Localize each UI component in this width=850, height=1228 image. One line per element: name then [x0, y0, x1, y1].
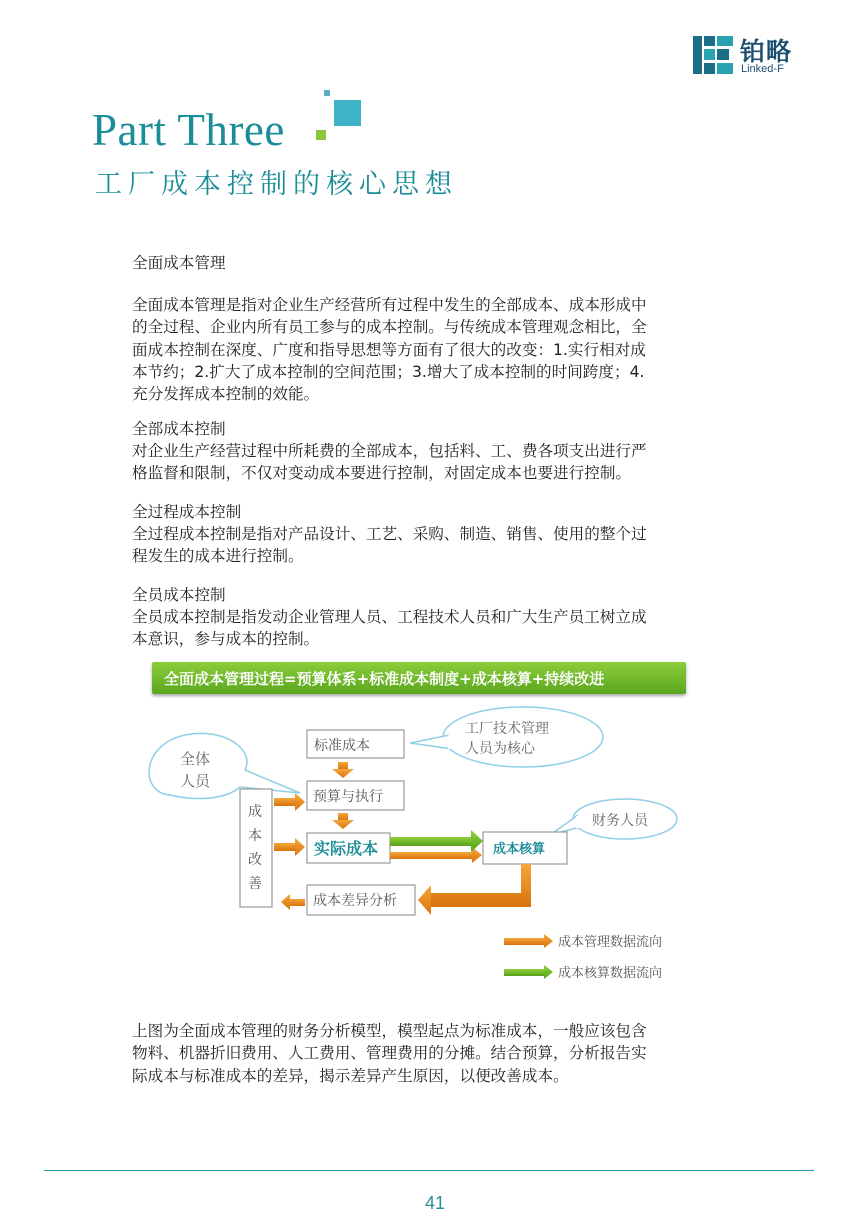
section-subtitle: 工厂成本控制的核心思想 [95, 169, 458, 200]
diagram-caption: 上图为全面成本管理的财务分析模型，模型起点为标准成本，一般应该包含 物料、机器折旧费用、人工费用、管理费用的分摊。结合预算，分析报告实 际成本与标准成本的差异，揭示差异产生原因，以便改善成本。 [132, 1022, 647, 1085]
paragraph-all-cost-control: 对企业生产经营过程中所耗费的全部成本，包括料、工、费各项支出进行严 格监督和限制，不仅对变动成本要进行控制，对固定成本也要进行控制。 [132, 442, 647, 483]
page-number: 41 [424, 1193, 446, 1213]
logo-mark-icon [693, 36, 733, 74]
heading-total-cost-management: 全面成本管理 [132, 254, 226, 272]
arrow-budget-to-actual [332, 813, 354, 829]
arrow-standard-to-budget [332, 762, 354, 778]
arrow-variance-to-improve [281, 894, 305, 910]
all-staff-bubble [149, 733, 300, 798]
tech-staff-label-1: 工厂技术管理 [465, 721, 549, 737]
actual-cost-label: 实际成本 [314, 839, 379, 858]
arrow-actual-to-accounting-orange [390, 847, 482, 863]
brand-logo [693, 36, 813, 76]
budget-label: 预算与执行 [313, 789, 383, 805]
paragraph-all-staff-control: 全员成本控制是指发动企业管理人员、工程技术人员和广大生产员工树立成 本意识，参与成本的控制。 [132, 608, 647, 649]
improve-char-4: 善 [248, 876, 262, 892]
variance-analysis-box [307, 885, 415, 915]
all-staff-label-1: 全体 [180, 750, 211, 768]
tech-staff-label-2: 人员为核心 [465, 741, 535, 757]
all-staff-label-2: 人员 [180, 772, 211, 790]
cost-improvement-box [240, 789, 272, 907]
arrow-accounting-to-variance [418, 864, 531, 915]
standard-cost-box [307, 730, 404, 758]
budget-box [307, 781, 404, 810]
legend-cost-management-flow [504, 934, 662, 950]
part-title: Part Three [92, 105, 285, 155]
standard-cost-label: 标准成本 [314, 738, 370, 754]
cost-management-model-diagram [140, 705, 710, 1000]
heading-all-staff-control: 全员成本控制 [132, 586, 226, 604]
paragraph-whole-process-control: 全过程成本控制是指对产品设计、工艺、采购、制造、销售、使用的整个过 程发生的成本进行控制。 [132, 525, 647, 566]
arrow-improve-to-budget [274, 793, 305, 811]
accounting-label: 成本核算 [493, 842, 546, 857]
improve-char-2: 本 [248, 828, 262, 844]
arrow-actual-to-accounting-green [390, 830, 483, 852]
brand-name-en: Linked-F [741, 63, 784, 75]
arrow-improve-to-actual [274, 838, 305, 856]
accounting-box [483, 832, 567, 864]
actual-cost-box [307, 833, 390, 863]
tech-staff-bubble [410, 707, 603, 767]
legend-orange-label: 成本管理数据流向 [558, 935, 663, 950]
variance-analysis-label: 成本差异分析 [313, 893, 397, 909]
brand-name-cn: 铂略 [740, 37, 793, 66]
heading-all-cost-control: 全部成本控制 [132, 420, 226, 438]
paragraph-total-cost-management: 全面成本管理是指对企业生产经营所有过程中发生的全部成本、成本形成中 的全过程、企业内所有员工参与的成本控制。与传统成本管理观念相比，全 面成本控制在深度、广度和指导思想等方面有了很大的改变：1.实行相对成 本节约；2.扩大了成本控制的空间范围；3.增大了成本控制的时间跨度；4. 充分发挥成本控制的效能。 [132, 296, 647, 404]
improve-char-1: 成 [248, 804, 262, 820]
footer-divider [44, 1170, 814, 1171]
heading-whole-process-control: 全过程成本控制 [132, 503, 242, 521]
finance-staff-label: 财务人员 [592, 813, 648, 829]
improve-char-3: 改 [248, 852, 262, 868]
finance-staff-bubble [550, 799, 677, 839]
decorative-squares-icon [316, 90, 366, 142]
legend-green-label: 成本核算数据流向 [558, 966, 663, 981]
formula-banner [152, 662, 686, 694]
legend-cost-accounting-flow [504, 965, 662, 981]
formula-text: 全面成本管理过程=预算体系+标准成本制度+成本核算+持续改进 [164, 670, 605, 688]
